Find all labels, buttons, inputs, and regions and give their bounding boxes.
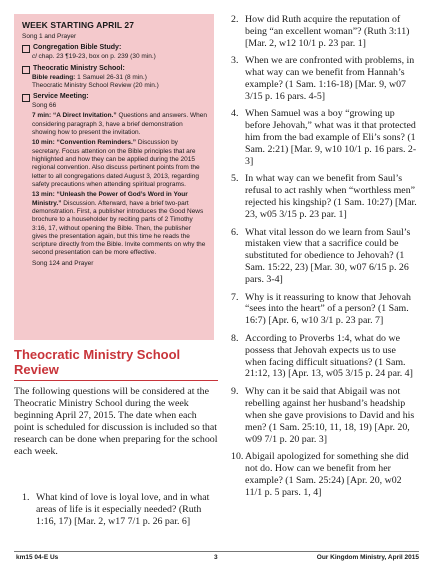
section-heading: Theocratic Ministry School: — [33, 64, 125, 72]
question-text: How did Ruth acquire the reputation of being “an excellent woman”? (Ruth 3:11) [Mar. 2, w12 10/1 p. 23 par. 1] — [245, 14, 410, 49]
question-number: 6. — [231, 226, 239, 238]
service-song: Song 66 — [32, 102, 57, 110]
part-time: 13 min: — [32, 191, 55, 199]
tms-review-line: Theocratic Ministry School Review (20 min.) — [32, 81, 159, 89]
cbs-detail-text: chap. 23 ¶19-23, box on p. 239 (30 min.) — [36, 53, 156, 61]
checkbox-icon — [22, 94, 30, 102]
section-service-meeting — [22, 93, 207, 102]
part-body: Discussion. Afterward, have a brief two-part demonstration. First, a publisher introduces the Good News brochure to a householder by reciting parts of 2 Timothy 3:16, 17, without opening the Bible. Then, the publisher gives the presentation again, but this time he reads the scripture directly from the Bible. Invite comments on why the second presentation can be more effective. — [32, 199, 206, 257]
publication-title: Our Kingdom Ministry, April 2015 — [316, 554, 419, 561]
question-number: 5. — [231, 173, 239, 185]
question-text: When Samuel was a boy “growing up before Jehovah,” what was it that protected him from the bad example of Eli’s sons? (1 Sam. 2:21) [Mar. 9, w10 10/1 p. 16 pars. 2-3] — [245, 108, 417, 167]
checkbox-icon — [22, 45, 30, 53]
review-title-line: Review — [14, 362, 59, 377]
part-title: “Unleash the Power of God’s Word in Your Ministry.” — [32, 191, 188, 207]
question-number: 2. — [231, 14, 239, 25]
question-text: In what way can we benefit from Saul’s refusal to act rashly when “worthless men” rejected his kingship? (1 Sam. 10:27) [Mar. 23, w05 3/15 p. 23 par. 1] — [245, 173, 417, 221]
bible-reading-label: Bible reading: — [32, 73, 76, 81]
service-part — [22, 139, 207, 189]
part-title: “A Direct Invitation.” — [51, 112, 117, 120]
bible-reading-text: 1 Samuel 26-31 (8 min.) — [75, 73, 147, 81]
closing-song: Song 124 and Prayer — [32, 259, 94, 267]
question-number: 1. — [22, 492, 30, 503]
question-number: 3. — [231, 55, 239, 67]
question-number: 9. — [231, 385, 239, 397]
question-item — [231, 451, 419, 499]
question-text: What kind of love is loyal love, and in what areas of life is it especially needed? (Ruth 1:16, 17) [Mar. 2, w17 7/1 p. 26 par. 6] — [36, 492, 210, 527]
part-time: 10 min: — [32, 139, 55, 147]
review-intro: The following questions will be considered at the Theocratic Ministry School during the week beginning April 27, 2015. The date when each point is scheduled for discussion is included so that research can be done when preparing for the school each week. — [14, 386, 218, 457]
question-item — [22, 492, 218, 528]
checkbox-icon — [22, 66, 30, 74]
question-text: Why is it reassuring to know that Jehovah “sees into the heart” of a person? (1 Sam. 16:7) [Apr. 6, w10 3/1 p. 23 par. 7] — [245, 291, 411, 327]
section-heading: Service Meeting: — [33, 93, 89, 101]
questions-right-column — [231, 14, 419, 504]
cbs-detail-ref: cl — [32, 53, 37, 61]
cbs-detail — [22, 53, 207, 61]
opening-song: Song 1 and Prayer — [22, 32, 77, 40]
question-item — [231, 386, 419, 446]
page-footer — [14, 551, 419, 562]
question-item — [231, 14, 419, 50]
bible-reading — [22, 74, 207, 82]
question-item — [231, 173, 419, 221]
question-text: According to Proverbs 1:4, what do we possess that Jehovah expects us to use when facing difficult situations? (1 Sam. 21:12, 13) [Apr. 13, w05 3/15 p. 24 par. 4] — [245, 332, 413, 380]
service-part — [22, 112, 207, 137]
service-part — [22, 191, 207, 258]
question-item — [231, 55, 419, 103]
part-body: Discussion by secretary. Focus attention on the Bible principles that are highlighted and how they can be applied during the 2015 regional convention. Also discuss pertinent points from the letter to all congregations dated August 3, 2013, regarding safety precautions when attending spiritual programs. — [32, 139, 200, 188]
section-congregation-bible-study — [22, 44, 207, 53]
review-title-line: Theocratic Ministry School — [14, 347, 181, 362]
section-theocratic-ministry-school — [22, 65, 207, 74]
question-text: Abigail apologized for something she did not do. How can we benefit from her example? (1 Sam. 25:24) [Apr. 20, w02 11/1 p. 5 pars. 1, 4] — [245, 450, 409, 498]
part-body: Questions and answers. When considering paragraph 3, have a brief demonstration showing how to present the invitation. — [32, 112, 207, 137]
question-number: 4. — [231, 108, 239, 120]
question-item — [231, 227, 419, 287]
question-text: When we are confronted with problems, in what way can we benefit from Hannah’s example? (1 Sam. 1:16-18) [Mar. 9, w07 3/15 p. 16 pars. 4-5] — [245, 55, 415, 102]
review-title — [14, 347, 218, 377]
meeting-schedule-box — [14, 14, 214, 340]
question-item — [231, 292, 419, 328]
footer-code: km15 04-E Us — [16, 554, 59, 561]
question-number: 7. — [231, 291, 239, 303]
week-heading: WEEK STARTING APRIL 27 — [22, 20, 135, 30]
question-item — [231, 333, 419, 381]
question-number: 10. — [231, 450, 244, 462]
question-number: 8. — [231, 332, 239, 344]
part-title: “Convention Reminders.” — [54, 139, 137, 147]
title-rule — [14, 380, 218, 381]
question-text: What vital lesson do we learn from Saul’s mistaken view that a sacrifice could be substituted for obedience to Jehovah? (1 Sam. 15:22, 23) [Mar. 30, w07 6/15 p. 26 pars. 3-4] — [245, 226, 411, 286]
section-heading: Congregation Bible Study: — [33, 44, 122, 52]
part-time: 7 min: — [32, 112, 52, 120]
question-text: Why can it be said that Abigail was not rebelling against her husband’s headship when she gave provisions to David and his men? (1 Sam. 25:10, 11, 18, 19) [Apr. 20, w09 7/1 p. 20 par. 3] — [245, 385, 415, 445]
page-number: 3 — [214, 554, 218, 561]
question-item — [231, 108, 419, 168]
